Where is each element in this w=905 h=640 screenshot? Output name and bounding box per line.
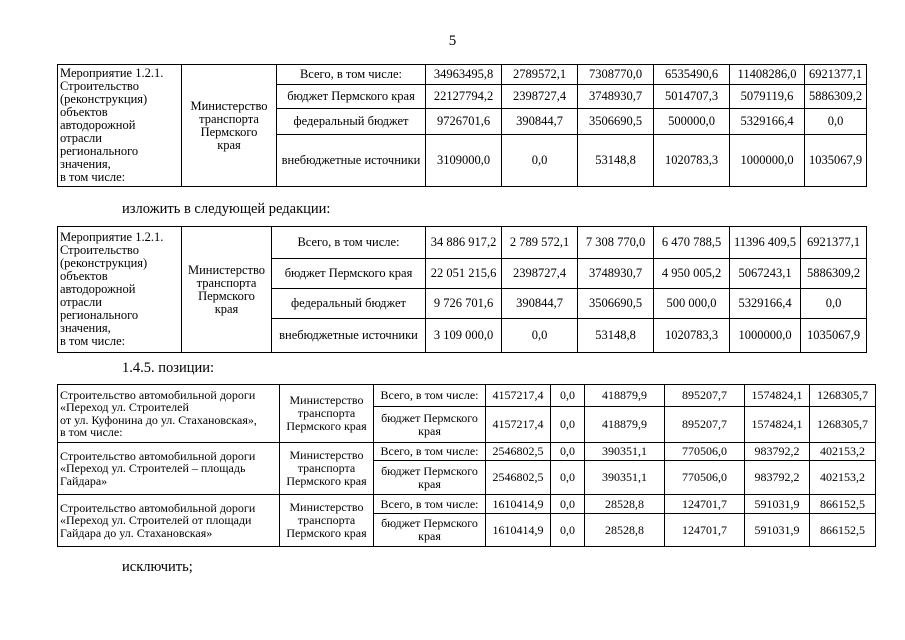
- value-cell: 5886309,2: [801, 259, 867, 289]
- value-cell: 0,0: [551, 514, 585, 547]
- value-cell: 866152,5: [810, 495, 876, 514]
- value-cell: 866152,5: [810, 514, 876, 547]
- value-cell: 591031,9: [745, 495, 810, 514]
- value-cell: 1035067,9: [805, 135, 867, 187]
- value-cell: 3109000,0: [426, 135, 502, 187]
- event-name-cell: Строительство автомобильной дороги «Переход ул. Строителей от площади Гайдара до ул. Стахановская»: [58, 495, 280, 547]
- instruction-text: исключить;: [122, 559, 193, 575]
- funding-source-cell: внебюджетные источники: [272, 319, 426, 353]
- value-cell: 1610414,9: [486, 495, 551, 514]
- value-cell: 0,0: [551, 407, 585, 443]
- funding-table-current: [57, 64, 867, 187]
- value-cell: 5079119,6: [730, 85, 805, 109]
- value-cell: 11408286,0: [730, 65, 805, 85]
- funding-source-cell: Всего, в том числе:: [374, 385, 486, 407]
- value-cell: 0,0: [502, 135, 578, 187]
- value-cell: 418879,9: [585, 407, 665, 443]
- value-cell: 28528,8: [585, 495, 665, 514]
- instruction-text: 1.4.5. позиции:: [122, 360, 215, 376]
- value-cell: 2789572,1: [502, 65, 578, 85]
- value-cell: 390351,1: [585, 443, 665, 461]
- event-name-cell: Мероприятие 1.2.1. Строительство (реконструкция) объектов автодорожной отрасли регионального значения, в том числе:: [58, 227, 182, 353]
- value-cell: 1268305,7: [810, 385, 876, 407]
- value-cell: 0,0: [551, 461, 585, 495]
- value-cell: 5329166,4: [730, 289, 801, 319]
- value-cell: 895207,7: [665, 385, 745, 407]
- value-cell: 7308770,0: [578, 65, 654, 85]
- page-number: 5: [448, 33, 457, 49]
- value-cell: 983792,2: [745, 443, 810, 461]
- value-cell: 124701,7: [665, 514, 745, 547]
- table-row: [58, 385, 876, 407]
- event-name-cell: Мероприятие 1.2.1. Строительство (реконструкция) объектов автодорожной отрасли регионального значения, в том числе:: [58, 65, 182, 187]
- funding-source-cell: внебюджетные источники: [277, 135, 426, 187]
- table-row: [58, 495, 876, 514]
- value-cell: 9726701,6: [426, 109, 502, 135]
- value-cell: 1035067,9: [801, 319, 867, 353]
- funding-source-cell: бюджет Пермского края: [272, 259, 426, 289]
- value-cell: 6921377,1: [805, 65, 867, 85]
- value-cell: 22 051 215,6: [426, 259, 502, 289]
- value-cell: 1574824,1: [745, 407, 810, 443]
- responsible-executor-cell: Министерство транспорта Пермского края: [182, 227, 272, 353]
- responsible-executor-cell: Министерство транспорта Пермского края: [182, 65, 277, 187]
- value-cell: 2398727,4: [502, 85, 578, 109]
- value-cell: 53148,8: [578, 135, 654, 187]
- value-cell: 6535490,6: [654, 65, 730, 85]
- funding-source-cell: бюджет Пермского края: [374, 407, 486, 443]
- value-cell: 390844,7: [502, 289, 578, 319]
- value-cell: 390351,1: [585, 461, 665, 495]
- value-cell: 418879,9: [585, 385, 665, 407]
- funding-source-cell: Всего, в том числе:: [272, 227, 426, 259]
- value-cell: 7 308 770,0: [578, 227, 654, 259]
- value-cell: 895207,7: [665, 407, 745, 443]
- funding-source-cell: бюджет Пермского края: [374, 514, 486, 547]
- value-cell: 0,0: [551, 443, 585, 461]
- value-cell: 9 726 701,6: [426, 289, 502, 319]
- value-cell: 6921377,1: [801, 227, 867, 259]
- value-cell: 124701,7: [665, 495, 745, 514]
- table-row: [58, 443, 876, 461]
- value-cell: 500 000,0: [654, 289, 730, 319]
- funding-source-cell: Всего, в том числе:: [374, 495, 486, 514]
- value-cell: 3 109 000,0: [426, 319, 502, 353]
- value-cell: 34 886 917,2: [426, 227, 502, 259]
- funding-source-cell: бюджет Пермского края: [277, 85, 426, 109]
- funding-source-cell: бюджет Пермского края: [374, 461, 486, 495]
- value-cell: 983792,2: [745, 461, 810, 495]
- table-row: [58, 65, 867, 85]
- value-cell: 3748930,7: [578, 259, 654, 289]
- value-cell: 0,0: [502, 319, 578, 353]
- value-cell: 0,0: [805, 109, 867, 135]
- instruction-text: изложить в следующей редакции:: [122, 201, 331, 217]
- value-cell: 1610414,9: [486, 514, 551, 547]
- event-name-cell: Строительство автомобильной дороги «Переход ул. Строителей – площадь Гайдара»: [58, 443, 280, 495]
- value-cell: 4157217,4: [486, 385, 551, 407]
- value-cell: 1020783,3: [654, 319, 730, 353]
- road-positions-table: [57, 384, 876, 547]
- funding-source-cell: федеральный бюджет: [277, 109, 426, 135]
- value-cell: 770506,0: [665, 461, 745, 495]
- value-cell: 11396 409,5: [730, 227, 801, 259]
- value-cell: 402153,2: [810, 443, 876, 461]
- value-cell: 34963495,8: [426, 65, 502, 85]
- value-cell: 2546802,5: [486, 443, 551, 461]
- value-cell: 5886309,2: [805, 85, 867, 109]
- value-cell: 3506690,5: [578, 289, 654, 319]
- value-cell: 4 950 005,2: [654, 259, 730, 289]
- table-row: [58, 227, 867, 259]
- value-cell: 2398727,4: [502, 259, 578, 289]
- funding-source-cell: Всего, в том числе:: [277, 65, 426, 85]
- value-cell: 1000000,0: [730, 135, 805, 187]
- value-cell: 0,0: [551, 385, 585, 407]
- value-cell: 2546802,5: [486, 461, 551, 495]
- funding-source-cell: федеральный бюджет: [272, 289, 426, 319]
- value-cell: 22127794,2: [426, 85, 502, 109]
- value-cell: 1574824,1: [745, 385, 810, 407]
- value-cell: 2 789 572,1: [502, 227, 578, 259]
- value-cell: 6 470 788,5: [654, 227, 730, 259]
- value-cell: 591031,9: [745, 514, 810, 547]
- value-cell: 3748930,7: [578, 85, 654, 109]
- responsible-executor-cell: Министерство транспорта Пермского края: [280, 495, 374, 547]
- value-cell: 53148,8: [578, 319, 654, 353]
- event-name-cell: Строительство автомобильной дороги «Переход ул. Строителей от ул. Куфонина до ул. Стахановская», в том числе:: [58, 385, 280, 443]
- value-cell: 3506690,5: [578, 109, 654, 135]
- value-cell: 5014707,3: [654, 85, 730, 109]
- value-cell: 390844,7: [502, 109, 578, 135]
- value-cell: 5067243,1: [730, 259, 801, 289]
- value-cell: 1268305,7: [810, 407, 876, 443]
- value-cell: 0,0: [801, 289, 867, 319]
- value-cell: 4157217,4: [486, 407, 551, 443]
- value-cell: 402153,2: [810, 461, 876, 495]
- funding-source-cell: Всего, в том числе:: [374, 443, 486, 461]
- responsible-executor-cell: Министерство транспорта Пермского края: [280, 443, 374, 495]
- value-cell: 28528,8: [585, 514, 665, 547]
- value-cell: 770506,0: [665, 443, 745, 461]
- responsible-executor-cell: Министерство транспорта Пермского края: [280, 385, 374, 443]
- value-cell: 0,0: [551, 495, 585, 514]
- value-cell: 1000000,0: [730, 319, 801, 353]
- value-cell: 1020783,3: [654, 135, 730, 187]
- funding-table-new: [57, 226, 867, 353]
- value-cell: 5329166,4: [730, 109, 805, 135]
- value-cell: 500000,0: [654, 109, 730, 135]
